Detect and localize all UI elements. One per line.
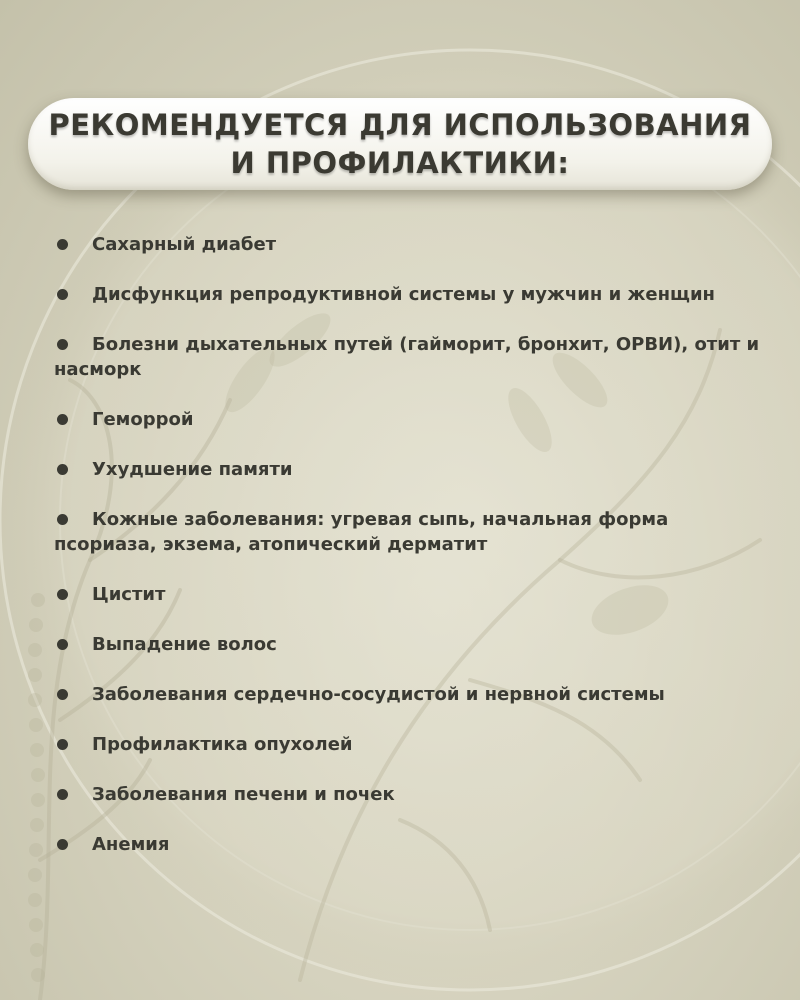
list-item	[54, 282, 764, 307]
list-item	[54, 832, 764, 857]
bullet-dot-icon	[57, 789, 68, 800]
list-item	[54, 332, 764, 382]
list-item-text: Ухудшение памяти	[92, 459, 293, 480]
list-item	[54, 457, 764, 482]
list-item-text: Сахарный диабет	[92, 234, 277, 255]
list-item	[54, 232, 764, 257]
list-item-text: Профилактика опухолей	[92, 734, 353, 755]
bullet-dot-icon	[57, 639, 68, 650]
list-item	[54, 732, 764, 757]
list-item-text: Геморрой	[92, 409, 194, 430]
bullet-dot-icon	[57, 739, 68, 750]
list-item	[54, 782, 764, 807]
list-item	[54, 682, 764, 707]
bullet-dot-icon	[57, 239, 68, 250]
list-item-text: Кожные заболевания: угревая сыпь, начальная форма псориаза, экзема, атопический дерматит	[54, 509, 669, 555]
title-line-1: РЕКОМЕНДУЕТСЯ ДЛЯ ИСПОЛЬЗОВАНИЯ	[48, 108, 752, 142]
list-item-text: Болезни дыхательных путей (гайморит, бронхит, ОРВИ), отит и насморк	[54, 334, 760, 380]
bullet-dot-icon	[57, 289, 68, 300]
list-item-text: Выпадение волос	[92, 634, 277, 655]
bullet-dot-icon	[57, 589, 68, 600]
list-item	[54, 507, 764, 557]
bullet-dot-icon	[57, 839, 68, 850]
bullet-dot-icon	[57, 689, 68, 700]
list-item	[54, 582, 764, 607]
list-item-text: Заболевания сердечно-сосудистой и нервной системы	[92, 684, 665, 705]
list-item-text: Дисфункция репродуктивной системы у мужчин и женщин	[92, 284, 715, 305]
title-line-2: И ПРОФИЛАКТИКИ:	[230, 146, 570, 180]
list-item-text: Цистит	[92, 584, 166, 605]
bullet-dot-icon	[57, 464, 68, 475]
list-item-text: Заболевания печени и почек	[92, 784, 395, 805]
title-banner	[28, 98, 772, 190]
bullet-dot-icon	[57, 514, 68, 525]
list-item	[54, 632, 764, 657]
list-item-text: Анемия	[92, 834, 170, 855]
bullet-dot-icon	[57, 339, 68, 350]
recommendations-list	[54, 232, 764, 882]
bullet-dot-icon	[57, 414, 68, 425]
list-item	[54, 407, 764, 432]
